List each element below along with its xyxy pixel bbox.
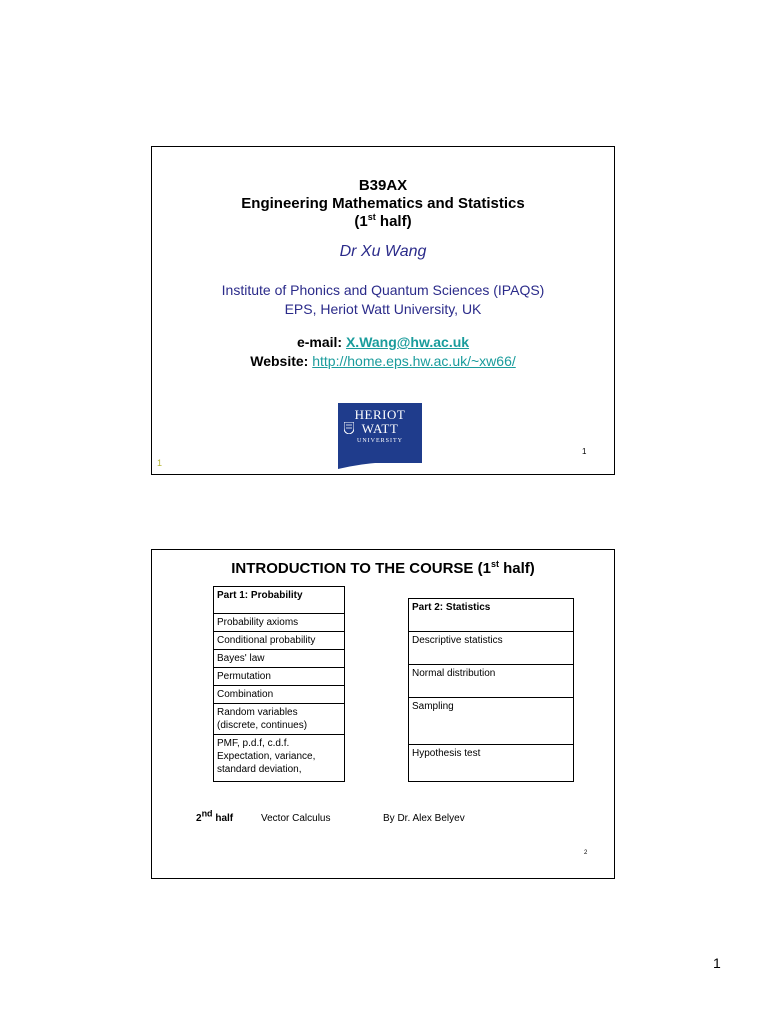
slide-2-number: 2 — [584, 850, 588, 856]
author-name: Dr Xu Wang — [339, 243, 427, 260]
table-row: Hypothesis test — [409, 745, 574, 782]
heriot-watt-logo: HERIOT WATT UNIVERSITY — [338, 403, 422, 463]
institute-line-1: Institute of Phonics and Quantum Sciences (IPAQS) — [221, 282, 545, 298]
website-row — [152, 352, 614, 371]
slide-1-footer-number: 1 — [157, 458, 163, 468]
table-row: Probability axioms — [214, 614, 345, 632]
statistics-header: Part 2: Statistics — [409, 599, 574, 632]
website-label: Website: — [250, 353, 309, 369]
institute-block — [152, 281, 614, 319]
table-row: Normal distribution — [409, 665, 574, 698]
statistics-table — [408, 598, 574, 782]
table-row: Conditional probability — [214, 632, 345, 650]
course-code: B39AX — [358, 177, 408, 194]
table-row: Bayes' law — [214, 650, 345, 668]
slide-2-title: INTRODUCTION TO THE COURSE (1st half) — [231, 559, 535, 577]
probability-table — [213, 586, 345, 782]
second-half-label: 2nd half — [196, 808, 234, 824]
slide-2 — [151, 549, 615, 879]
table-row: Permutation — [214, 668, 345, 686]
slide-1 — [151, 146, 615, 475]
email-label: e-mail: — [296, 334, 343, 350]
table-row: Random variables (discrete, continues) — [214, 704, 345, 735]
slide-1-title-block — [152, 177, 614, 231]
course-title: Engineering Mathematics and Statistics — [241, 195, 525, 212]
table-row: Descriptive statistics — [409, 632, 574, 665]
table-row: Sampling — [409, 698, 574, 745]
second-half-topic: Vector Calculus — [261, 813, 331, 824]
website-link[interactable]: http://home.eps.hw.ac.uk/~xw66/ — [312, 353, 516, 369]
contact-block — [152, 333, 614, 371]
email-link[interactable]: X.Wang@hw.ac.uk — [345, 334, 470, 350]
logo-tail — [338, 457, 422, 469]
institute-line-2: EPS, Heriot Watt University, UK — [284, 301, 482, 317]
second-half-lecturer: By Dr. Alex Belyev — [383, 813, 465, 824]
table-row: Combination — [214, 686, 345, 704]
table-row: PMF, p.d.f, c.d.f. Expectation, variance, standard deviation, — [214, 735, 345, 782]
slide-1-number: 1 — [582, 447, 587, 456]
page-number: 1 — [713, 955, 721, 971]
probability-header: Part 1: Probability — [214, 587, 345, 614]
email-row — [152, 333, 614, 352]
course-half: (1st half) — [354, 212, 412, 230]
